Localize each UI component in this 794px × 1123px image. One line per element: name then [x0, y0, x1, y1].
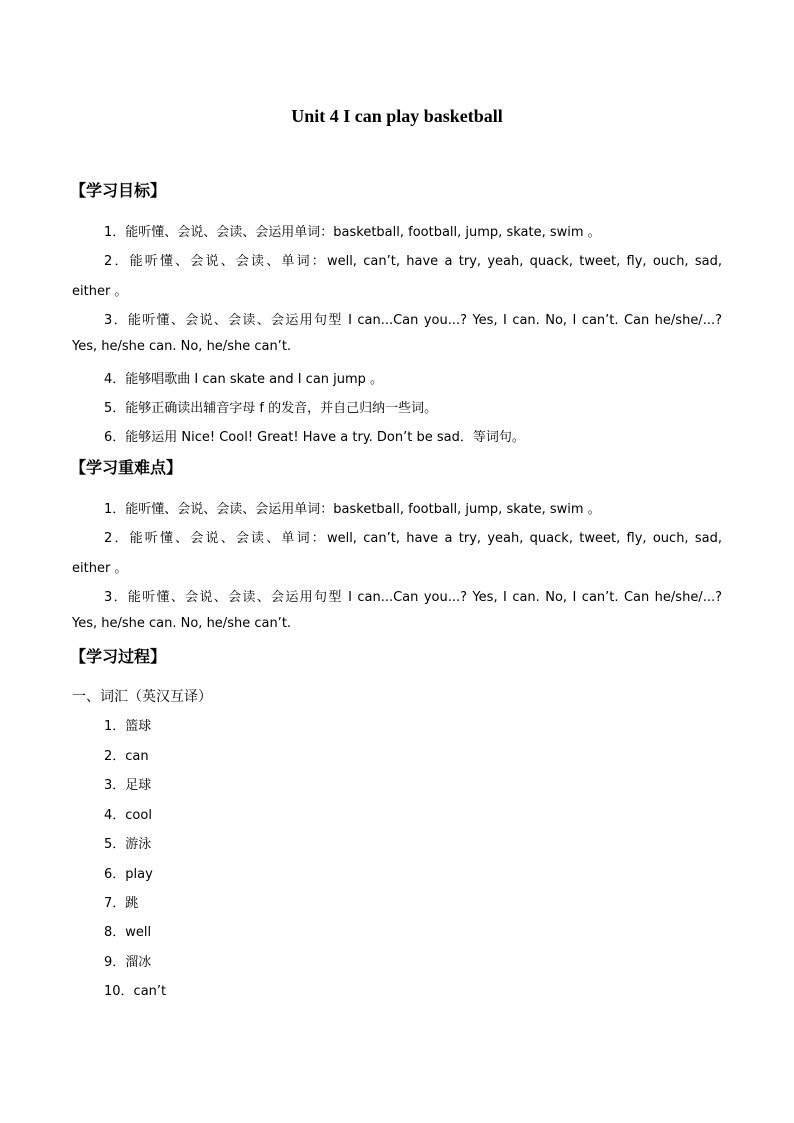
key-point-item-cont: Yes, he/she can. No, he/she can’t. [72, 616, 292, 631]
vocab-item: 2．can [104, 749, 149, 764]
key-point-item: 1．能听懂、会说、会读、会运用单词：basketball, football, jump, skate, swim 。 [104, 502, 601, 517]
objective-item: 3．能听懂、会说、会读、会运用句型 I can...Can you...? Yes, I can. No, I can’t. Can he/she/...? [104, 313, 722, 328]
vocab-item: 10．can’t [104, 984, 167, 999]
vocab-section-title: 一、词汇（英汉互译） [72, 689, 212, 705]
objectives-heading: 【学习目标】 [70, 181, 167, 200]
vocab-item: 9．溜冰 [104, 955, 152, 970]
key-point-item: 2．能听懂、会说、会读、单词：well, can’t, have a try, yeah, quack, tweet, fly, ouch, sad, [104, 531, 722, 546]
key-points-heading: 【学习重难点】 [70, 458, 183, 477]
objective-item-cont: either 。 [72, 284, 128, 299]
vocab-item: 6．play [104, 867, 153, 882]
vocab-item: 1．篮球 [104, 719, 152, 734]
vocab-item: 7．跳 [104, 896, 139, 911]
objective-item-cont: Yes, he/she can. No, he/she can’t. [72, 339, 292, 354]
vocab-item: 4．cool [104, 808, 152, 823]
process-heading: 【学习过程】 [70, 647, 167, 666]
objective-item: 2．能听懂、会说、会读、单词：well, can’t, have a try, yeah, quack, tweet, fly, ouch, sad, [104, 254, 722, 269]
vocab-item: 5．游泳 [104, 837, 152, 852]
objective-item: 5．能够正确读出辅音字母 f 的发音，并自己归纳一些词。 [104, 401, 438, 416]
key-point-item: 3．能听懂、会说、会读、会运用句型 I can...Can you...? Yes, I can. No, I can’t. Can he/she/...? [104, 590, 722, 605]
key-point-item-cont: either 。 [72, 561, 128, 576]
objective-item: 6．能够运用 Nice! Cool! Great! Have a try. Don’t be sad．等词句。 [104, 430, 525, 445]
page-title: Unit 4 I can play basketball [291, 106, 503, 126]
vocab-item: 8．well [104, 925, 152, 940]
objective-item: 4．能够唱歌曲 I can skate and I can jump 。 [104, 372, 384, 387]
objective-item: 1．能听懂、会说、会读、会运用单词：basketball, football, jump, skate, swim 。 [104, 225, 601, 240]
vocab-item: 3．足球 [104, 778, 152, 793]
